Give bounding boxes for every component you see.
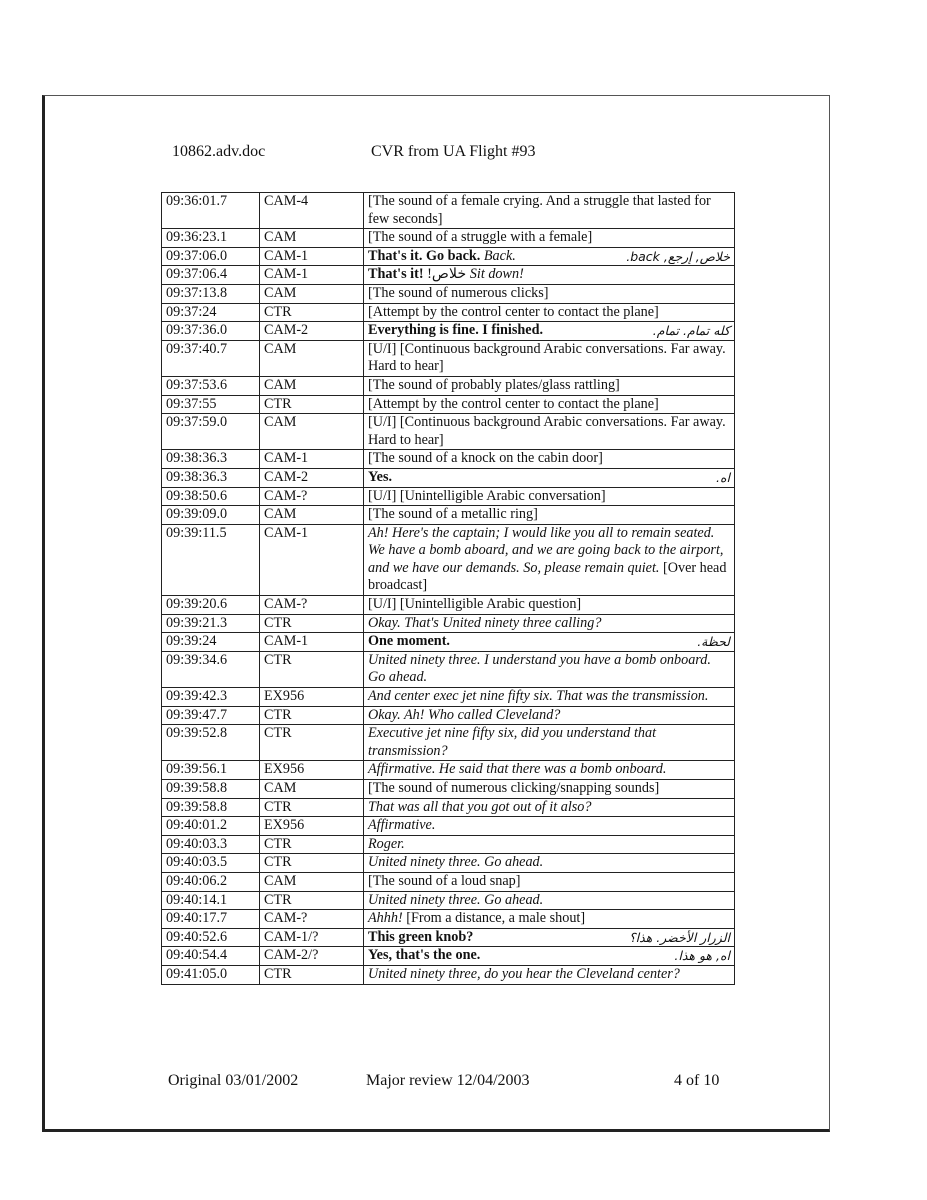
row-source: CAM-1/? bbox=[260, 928, 364, 947]
english-text: Roger. bbox=[368, 835, 405, 852]
transcript-row bbox=[162, 706, 735, 725]
row-transcript-text bbox=[364, 395, 735, 414]
english-text: Okay. Ah! Who called Cleveland? bbox=[368, 706, 561, 723]
english-text: [The sound of a knock on the cabin door] bbox=[368, 450, 603, 467]
row-source: CAM bbox=[260, 414, 364, 450]
transcript-row bbox=[162, 872, 735, 891]
row-timestamp: 09:38:50.6 bbox=[162, 487, 260, 506]
row-source: CTR bbox=[260, 614, 364, 633]
transcript-row bbox=[162, 688, 735, 707]
row-timestamp: 09:40:52.6 bbox=[162, 928, 260, 947]
row-transcript-text bbox=[364, 229, 735, 248]
transcript-row bbox=[162, 651, 735, 687]
row-timestamp: 09:37:36.0 bbox=[162, 322, 260, 341]
transcript-row bbox=[162, 835, 735, 854]
row-source: CAM-? bbox=[260, 487, 364, 506]
row-source: CTR bbox=[260, 835, 364, 854]
row-transcript-text bbox=[364, 725, 735, 761]
row-transcript-text bbox=[364, 688, 735, 707]
transcript-row bbox=[162, 247, 735, 266]
arabic-original-text: خلاص, إرجع, back. bbox=[626, 248, 730, 264]
row-transcript-text bbox=[364, 651, 735, 687]
footer-page-number: 4 of 10 bbox=[674, 1072, 720, 1089]
row-transcript-text bbox=[364, 303, 735, 322]
row-transcript-text bbox=[364, 798, 735, 817]
row-source: CAM-1 bbox=[260, 450, 364, 469]
transcript-row bbox=[162, 761, 735, 780]
english-text: [U/I] [Unintelligible Arabic question] bbox=[368, 596, 582, 613]
row-source: CTR bbox=[260, 798, 364, 817]
row-timestamp: 09:37:53.6 bbox=[162, 376, 260, 395]
english-text: United ninety three. Go ahead. bbox=[368, 854, 544, 871]
row-source: CAM-1 bbox=[260, 266, 364, 285]
row-timestamp: 09:39:24 bbox=[162, 633, 260, 652]
row-timestamp: 09:37:13.8 bbox=[162, 284, 260, 303]
row-source: CAM bbox=[260, 780, 364, 799]
arabic-original-text: كله تمام. تمام. bbox=[652, 323, 730, 339]
english-text: [U/I] [Unintelligible Arabic conversation] bbox=[368, 487, 606, 504]
transcript-row bbox=[162, 414, 735, 450]
row-timestamp: 09:38:36.3 bbox=[162, 468, 260, 487]
english-text: Executive jet nine fifty six, did you understand that transmission? bbox=[368, 725, 657, 759]
transcript-row bbox=[162, 487, 735, 506]
arabic-original-text: الزرار الأخضر. هذا؟ bbox=[629, 929, 730, 945]
row-transcript-text bbox=[364, 780, 735, 799]
row-transcript-text bbox=[364, 947, 735, 966]
row-timestamp: 09:40:01.2 bbox=[162, 817, 260, 836]
transcript-row bbox=[162, 633, 735, 652]
row-timestamp: 09:39:58.8 bbox=[162, 798, 260, 817]
row-source: CAM-4 bbox=[260, 193, 364, 229]
row-transcript-text bbox=[364, 284, 735, 303]
row-transcript-text bbox=[364, 506, 735, 525]
english-text: Okay. That's United ninety three calling? bbox=[368, 614, 602, 631]
transcript-row bbox=[162, 229, 735, 248]
row-source: CAM bbox=[260, 872, 364, 891]
transcript-row bbox=[162, 322, 735, 341]
english-text: [The sound of a metallic ring] bbox=[368, 506, 538, 523]
english-text: [The sound of a female crying. And a struggle that lasted for few seconds] bbox=[368, 193, 711, 227]
english-text: [The sound of a loud snap] bbox=[368, 872, 521, 889]
transcript-row bbox=[162, 947, 735, 966]
text-segment: !خلاص bbox=[427, 266, 470, 283]
row-transcript-text bbox=[364, 450, 735, 469]
document-id: 10862.adv.doc bbox=[172, 143, 266, 160]
row-transcript-text bbox=[364, 524, 735, 595]
row-timestamp: 09:40:06.2 bbox=[162, 872, 260, 891]
transcript-row bbox=[162, 284, 735, 303]
transcript-row bbox=[162, 303, 735, 322]
row-timestamp: 09:40:03.3 bbox=[162, 835, 260, 854]
row-timestamp: 09:39:47.7 bbox=[162, 706, 260, 725]
cvr-transcript-table bbox=[161, 192, 735, 985]
row-timestamp: 09:40:14.1 bbox=[162, 891, 260, 910]
row-source: CAM bbox=[260, 284, 364, 303]
row-source: CTR bbox=[260, 891, 364, 910]
transcript-row bbox=[162, 928, 735, 947]
transcript-row bbox=[162, 524, 735, 595]
row-source: EX956 bbox=[260, 688, 364, 707]
row-transcript-text bbox=[364, 910, 735, 929]
row-source: CAM-1 bbox=[260, 524, 364, 595]
text-segment: That's it! bbox=[368, 266, 428, 283]
row-timestamp: 09:40:17.7 bbox=[162, 910, 260, 929]
row-transcript-text bbox=[364, 340, 735, 376]
row-timestamp: 09:36:23.1 bbox=[162, 229, 260, 248]
english-text: Yes, that's the one. bbox=[368, 947, 481, 964]
row-timestamp: 09:39:21.3 bbox=[162, 614, 260, 633]
row-source: CTR bbox=[260, 965, 364, 984]
row-source: CAM-? bbox=[260, 910, 364, 929]
row-transcript-text bbox=[364, 247, 735, 266]
arabic-original-text: لحظة. bbox=[697, 634, 730, 650]
transcript-row bbox=[162, 817, 735, 836]
row-source: CAM-1 bbox=[260, 633, 364, 652]
row-source: CTR bbox=[260, 725, 364, 761]
english-text: Affirmative. He said that there was a bomb onboard. bbox=[368, 761, 667, 778]
footer-review-date: Major review 12/04/2003 bbox=[366, 1072, 530, 1089]
transcript-row bbox=[162, 376, 735, 395]
row-source: CAM-? bbox=[260, 596, 364, 615]
row-timestamp: 09:37:59.0 bbox=[162, 414, 260, 450]
row-source: CAM bbox=[260, 229, 364, 248]
text-segment: Back. bbox=[483, 247, 516, 264]
row-timestamp: 09:39:42.3 bbox=[162, 688, 260, 707]
row-source: CTR bbox=[260, 303, 364, 322]
english-text: [The sound of numerous clicking/snapping sounds] bbox=[368, 780, 660, 796]
document-title: CVR from UA Flight #93 bbox=[371, 143, 536, 160]
english-text: Yes. bbox=[368, 468, 393, 485]
arabic-original-text: اه. bbox=[716, 469, 730, 485]
transcript-row bbox=[162, 965, 735, 984]
english-text: [U/I] [Continuous background Arabic conversations. Far away. Hard to hear] bbox=[368, 414, 726, 448]
text-segment: [Over head broadcast] bbox=[368, 559, 727, 594]
row-timestamp: 09:37:06.4 bbox=[162, 266, 260, 285]
english-text: That was all that you got out of it also? bbox=[368, 798, 592, 815]
english-text: And center exec jet nine fifty six. That was the transmission. bbox=[368, 688, 709, 705]
row-source: EX956 bbox=[260, 817, 364, 836]
row-timestamp: 09:39:52.8 bbox=[162, 725, 260, 761]
row-transcript-text bbox=[364, 193, 735, 229]
row-source: CAM-1 bbox=[260, 247, 364, 266]
transcript-row bbox=[162, 266, 735, 285]
row-source: CAM-2 bbox=[260, 468, 364, 487]
row-transcript-text bbox=[364, 487, 735, 506]
transcript-row bbox=[162, 891, 735, 910]
row-transcript-text bbox=[364, 376, 735, 395]
row-transcript-text bbox=[364, 854, 735, 873]
english-text: One moment. bbox=[368, 633, 450, 650]
text-segment: Ah! Here's the captain; I would like you all to remain seated. We have a bomb aboard, and we are going back to the airport, and we have our demands. So, please remain quiet. bbox=[368, 524, 724, 576]
row-timestamp: 09:39:34.6 bbox=[162, 651, 260, 687]
row-source: CAM-2 bbox=[260, 322, 364, 341]
row-source: CAM-2/? bbox=[260, 947, 364, 966]
text-segment: That's it. Go back. bbox=[368, 247, 484, 264]
row-timestamp: 09:40:54.4 bbox=[162, 947, 260, 966]
cvr-transcript-body bbox=[162, 193, 735, 985]
row-transcript-text bbox=[364, 835, 735, 854]
row-transcript-text bbox=[364, 414, 735, 450]
english-text: This green knob? bbox=[368, 928, 474, 945]
row-transcript-text bbox=[364, 322, 735, 341]
row-timestamp: 09:39:58.8 bbox=[162, 780, 260, 799]
row-source: CTR bbox=[260, 854, 364, 873]
english-text: Affirmative. bbox=[368, 817, 436, 834]
row-transcript-text bbox=[364, 891, 735, 910]
transcript-row bbox=[162, 193, 735, 229]
row-timestamp: 09:40:03.5 bbox=[162, 854, 260, 873]
row-transcript-text bbox=[364, 872, 735, 891]
row-timestamp: 09:39:11.5 bbox=[162, 524, 260, 595]
footer-original-date: Original 03/01/2002 bbox=[168, 1072, 299, 1089]
row-timestamp: 09:39:09.0 bbox=[162, 506, 260, 525]
row-source: CTR bbox=[260, 706, 364, 725]
row-timestamp: 09:37:24 bbox=[162, 303, 260, 322]
arabic-original-text: اه, هو هذا. bbox=[674, 948, 730, 964]
transcript-row bbox=[162, 506, 735, 525]
english-text: United ninety three. Go ahead. bbox=[368, 891, 544, 908]
text-segment: [From a distance, a male shout] bbox=[402, 910, 586, 927]
row-transcript-text bbox=[364, 614, 735, 633]
row-source: CAM bbox=[260, 506, 364, 525]
row-source: CAM bbox=[260, 340, 364, 376]
english-text: Everything is fine. I finished. bbox=[368, 322, 544, 339]
row-transcript-text bbox=[364, 965, 735, 984]
transcript-row bbox=[162, 468, 735, 487]
row-transcript-text bbox=[364, 468, 735, 487]
english-text: [The sound of a struggle with a female] bbox=[368, 229, 593, 246]
row-transcript-text bbox=[364, 761, 735, 780]
row-timestamp: 09:39:56.1 bbox=[162, 761, 260, 780]
text-segment: Sit down! bbox=[469, 266, 524, 283]
transcript-row bbox=[162, 614, 735, 633]
transcript-row bbox=[162, 725, 735, 761]
row-timestamp: 09:38:36.3 bbox=[162, 450, 260, 469]
row-transcript-text bbox=[364, 817, 735, 836]
row-timestamp: 09:36:01.7 bbox=[162, 193, 260, 229]
row-timestamp: 09:37:55 bbox=[162, 395, 260, 414]
english-text: United ninety three. I understand you have a bomb onboard. Go ahead. bbox=[368, 651, 711, 686]
transcript-row bbox=[162, 854, 735, 873]
english-text: United ninety three, do you hear the Cleveland center? bbox=[368, 965, 680, 982]
row-transcript-text bbox=[364, 596, 735, 615]
row-transcript-text bbox=[364, 928, 735, 947]
transcript-row bbox=[162, 596, 735, 615]
row-source: CTR bbox=[260, 651, 364, 687]
transcript-row bbox=[162, 450, 735, 469]
row-timestamp: 09:39:20.6 bbox=[162, 596, 260, 615]
text-segment: Ahhh! bbox=[368, 910, 403, 927]
row-source: CAM bbox=[260, 376, 364, 395]
row-timestamp: 09:37:06.0 bbox=[162, 247, 260, 266]
english-text: [U/I] [Continuous background Arabic conversations. Far away. Hard to hear] bbox=[368, 340, 726, 375]
english-text: [Attempt by the control center to contact the plane] bbox=[368, 395, 659, 412]
row-source: EX956 bbox=[260, 761, 364, 780]
row-transcript-text bbox=[364, 633, 735, 652]
transcript-row bbox=[162, 798, 735, 817]
english-text: [The sound of probably plates/glass rattling] bbox=[368, 376, 620, 393]
row-source: CTR bbox=[260, 395, 364, 414]
transcript-row bbox=[162, 780, 735, 799]
english-text: [The sound of numerous clicks] bbox=[368, 284, 549, 301]
transcript-row bbox=[162, 340, 735, 376]
row-transcript-text bbox=[364, 266, 735, 285]
transcript-row bbox=[162, 395, 735, 414]
row-transcript-text bbox=[364, 706, 735, 725]
transcript-row bbox=[162, 910, 735, 929]
row-timestamp: 09:37:40.7 bbox=[162, 340, 260, 376]
english-text: [Attempt by the control center to contact the plane] bbox=[368, 303, 659, 320]
row-timestamp: 09:41:05.0 bbox=[162, 965, 260, 984]
